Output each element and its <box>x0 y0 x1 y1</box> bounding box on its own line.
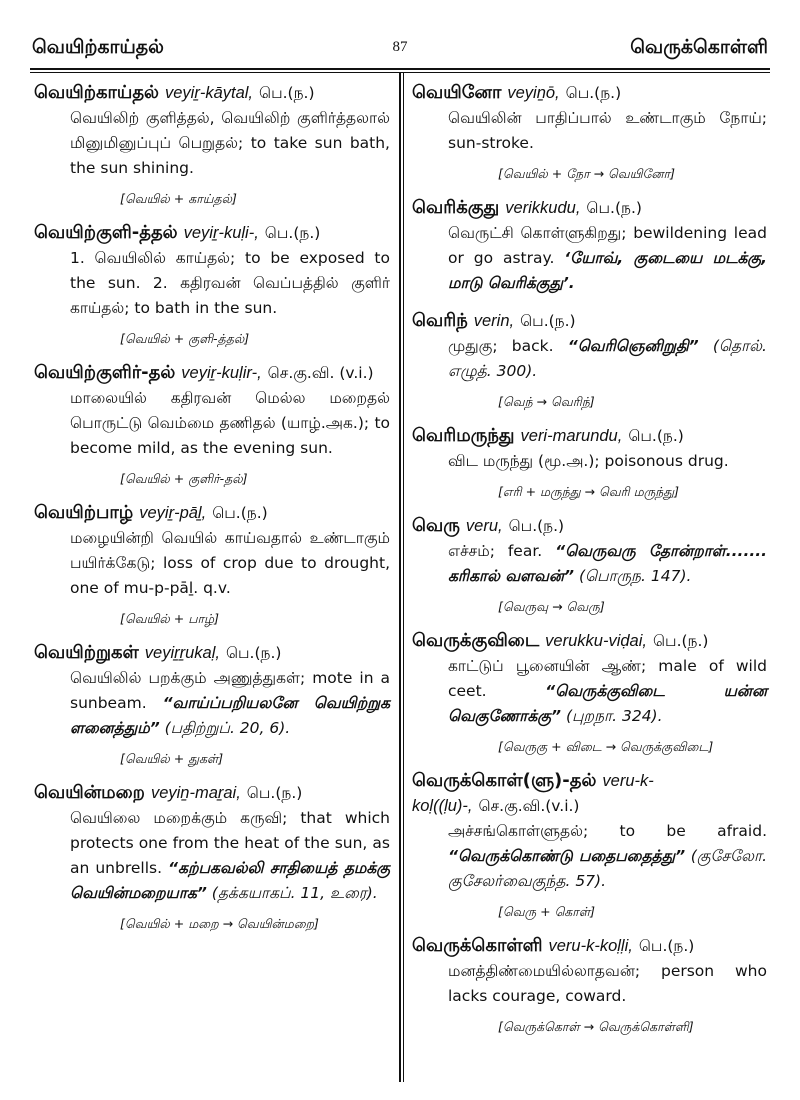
entry-transliteration: veyiṟ-pāḻ, <box>139 504 207 522</box>
entry-body <box>34 360 390 461</box>
entry-etymology: [எரி + மருந்து → வெரி மருந்து] <box>498 484 680 499</box>
entry-body <box>34 500 390 601</box>
dictionary-entry <box>412 513 767 616</box>
entry-headword: வெருக்கொள்ளி <box>412 935 543 956</box>
entry-definition-text: 1. வெயிலில் காய்தல்; to be exposed to the sun. 2. கதிரவன் வெப்பத்தில் குளிர் காய்தல்; to bath in the sun. <box>70 249 390 317</box>
entry-source: (பதிற்றுப். 20, 6). <box>164 719 291 737</box>
entry-etymology: [வெருகு + விடை → வெருக்குவிடை] <box>498 739 714 754</box>
entry-definition-text: எச்சம்; fear. <box>448 542 543 560</box>
entry-transliteration: veru-k-koḷ((ḷu)-, <box>412 772 654 815</box>
entry-definition-text: வெயிலிற் குளித்தல், வெயிலிற் குளிர்த்தலால் மினுமினுப்புப் பெறுதல்; to take sun bath, the sun shining. <box>70 109 390 177</box>
entry-transliteration: veru-k-koḷḷi, <box>548 937 633 955</box>
left-column <box>34 80 390 945</box>
entry-definition-text: காட்டுப் பூனையின் ஆண்; male of wild ceet. <box>448 657 767 700</box>
entry-definition <box>412 106 767 156</box>
entry-grammar: பெ.(ந.) <box>586 199 642 217</box>
header-rule <box>30 68 770 70</box>
entry-definition <box>34 666 390 741</box>
entry-grammar: பெ.(ந.) <box>225 644 282 662</box>
dictionary-entry <box>34 780 390 933</box>
entry-headword: வெயினோ <box>412 82 502 103</box>
entry-transliteration: veyiṟ-kāytal, <box>164 84 254 102</box>
entry-headword: வெரிந் <box>412 310 468 331</box>
entry-body <box>412 308 767 384</box>
entry-headword: வெருக்கொள்(ளு)-தல் <box>412 770 597 791</box>
entry-body <box>34 220 390 321</box>
entry-definition-text: மாலையில் கதிரவன் மெல்ல மறைதல் பொருட்டு வெம்மை தணிதல் (யாழ்.அக.); to become mild, as the evening sun. <box>70 389 390 457</box>
entry-body <box>412 195 767 296</box>
entry-headword: வெயிற்றுகள் <box>34 642 139 663</box>
entry-grammar: செ.கு.வி.(v.i.) <box>478 797 580 815</box>
header-right-guideword: வெருக்கொள்ளி <box>630 36 768 58</box>
entry-transliteration: verukku-viḍai, <box>545 632 647 650</box>
entry-definition-text: வெயிலில் பறக்கும் அணுத்துகள்; mote in a sunbeam. <box>70 669 390 712</box>
entry-etymology: [வெந் → வெரிந்] <box>498 394 595 409</box>
entry-body <box>412 628 767 729</box>
dictionary-entry <box>34 80 390 208</box>
entry-grammar: பெ.(ந.) <box>638 937 695 955</box>
entry-grammar: பெ.(ந.) <box>565 84 622 102</box>
entry-headword: வெரிமருந்து <box>412 425 515 446</box>
entry-grammar: பெ.(ந.) <box>246 784 303 802</box>
entry-definition-text: வெருட்சி கொள்ளுகிறது; bewildening lead or go astray. <box>448 224 767 267</box>
entry-quotation: “வெருவரு தோன்றாள்....... கரிகால் வளவன்” <box>448 542 767 585</box>
dictionary-entry <box>412 628 767 756</box>
entry-body <box>412 513 767 589</box>
entry-definition <box>34 386 390 461</box>
entry-grammar: பெ.(ந.) <box>259 84 315 102</box>
entry-body <box>34 80 390 181</box>
entry-etymology: [வெயில் + துகள்] <box>120 751 224 766</box>
entry-transliteration: veru, <box>465 517 503 535</box>
entry-definition-text: மனத்திண்மையில்லாதவன்; person who lacks courage, coward. <box>448 962 767 1005</box>
entry-definition <box>34 806 390 906</box>
entry-body <box>34 640 390 741</box>
page-number: 87 <box>392 39 408 55</box>
entry-etymology: [வெயில் + பாழ்] <box>120 611 219 626</box>
entry-definition <box>412 449 767 474</box>
entry-quotation: “வெரிஞெனிறுதி” <box>567 337 699 355</box>
entry-definition-text: வெயிலின் பாதிப்பால் உண்டாகும் நோய்; sun-stroke. <box>448 109 767 152</box>
page-header <box>32 30 768 70</box>
entry-body <box>412 423 767 474</box>
entry-etymology: [வெயில் + குளிர்-தல்] <box>120 471 248 486</box>
entry-grammar: பெ.(ந.) <box>508 517 565 535</box>
entry-quotation: ‘யோவ், குடையை மடக்கு, மாடு வெரிக்குது’. <box>448 249 767 292</box>
entry-definition <box>34 526 390 601</box>
entry-transliteration: verin, <box>473 312 515 330</box>
entry-quotation: “வாய்ப்பறியலனே வெயிற்றுக ளனைத்தும்” <box>70 694 390 737</box>
entry-transliteration: veyiṟ-kuḷi-, <box>183 224 259 242</box>
entry-etymology: [வெரு + கொள்] <box>498 904 595 919</box>
entry-grammar: பெ.(ந.) <box>212 504 268 522</box>
dictionary-entry <box>412 308 767 411</box>
entry-grammar: செ.கு.வி. (v.i.) <box>267 364 374 382</box>
header-left-guideword: வெயிற்காய்தல் <box>32 36 164 58</box>
entry-definition-text: முதுகு; back. <box>448 337 554 355</box>
entry-grammar: பெ.(ந.) <box>264 224 321 242</box>
entry-definition <box>412 819 767 894</box>
entry-headword: வெயிற்குளி-த்தல் <box>34 222 178 243</box>
dictionary-entry <box>412 195 767 296</box>
entry-body <box>412 933 767 1009</box>
entry-source: (புறநா. 324). <box>565 707 663 725</box>
entry-definition <box>412 221 767 296</box>
entry-body <box>34 780 390 906</box>
entry-transliteration: veyiṉō, <box>507 84 560 102</box>
dictionary-entry <box>34 640 390 768</box>
entry-source: (தக்கயாகப். 11, உரை). <box>211 884 378 902</box>
entry-definition <box>412 334 767 384</box>
entry-definition <box>34 106 390 181</box>
entry-transliteration: veyiṟṟukaḷ, <box>144 644 220 662</box>
entry-etymology: [வெயில் + மறை → வெயின்மறை] <box>120 916 319 931</box>
entry-etymology: [வெருக்கொள் → வெருக்கொள்ளி] <box>498 1019 694 1034</box>
entry-transliteration: veyiṉ-maṟai, <box>150 784 241 802</box>
right-column <box>412 80 767 1048</box>
dictionary-entry <box>412 768 767 921</box>
entry-source: (தொல். எழுத். 300). <box>448 337 767 380</box>
entry-grammar: பெ.(ந.) <box>520 312 576 330</box>
dictionary-entry <box>412 80 767 183</box>
entry-grammar: பெ.(ந.) <box>652 632 709 650</box>
entry-body <box>412 768 767 894</box>
column-divider-inner <box>403 72 404 1082</box>
entry-definition-text: விட மருந்து (மூ.அ.); poisonous drug. <box>448 452 729 470</box>
entry-definition-text: வெயிலை மறைக்கும் கருவி; that which protects one from the heat of the sun, as an unbrells. <box>70 809 390 877</box>
entry-quotation: “வெருக்குவிடை யன்ன வெகுணோக்கு” <box>448 682 767 725</box>
entry-grammar: பெ.(ந.) <box>628 427 684 445</box>
entry-quotation: “வெருக்கொண்டு பதைபதைத்து” <box>448 847 686 865</box>
entry-definition-text: அச்சங்கொள்ளுதல்; to be afraid. <box>448 822 767 840</box>
column-divider <box>399 72 401 1082</box>
entry-transliteration: veri-marundu, <box>520 427 623 445</box>
entry-transliteration: veyiṟ-kuḷir-, <box>181 364 262 382</box>
entry-headword: வெருக்குவிடை <box>412 630 540 651</box>
entry-definition <box>412 654 767 729</box>
entry-headword: வெயின்மறை <box>34 782 145 803</box>
entry-headword: வெரு <box>412 515 460 536</box>
entry-transliteration: verikkudu, <box>505 199 581 217</box>
entry-etymology: [வெயில் + காய்தல்] <box>120 191 237 206</box>
entry-etymology: [வெயில் + குளி-த்தல்] <box>120 331 250 346</box>
entry-etymology: [வெயில் + நோ → வெயினோ] <box>498 166 675 181</box>
entry-headword: வெயிற்குளிர்-தல் <box>34 362 176 383</box>
entry-etymology: [வெருவு → வெரு] <box>498 599 605 614</box>
entry-definition <box>412 959 767 1009</box>
entry-source: (குசேலோ. குசேலர்வைகுந்த. 57). <box>448 847 767 890</box>
dictionary-entry <box>412 423 767 501</box>
entry-headword: வெயிற்காய்தல் <box>34 82 159 103</box>
dictionary-entry <box>34 360 390 488</box>
dictionary-entry <box>412 933 767 1036</box>
entry-quotation: “கற்பகவல்லி சாதியைத் தமக்கு வெயின்மறையாக” <box>70 859 391 902</box>
entry-body <box>412 80 767 156</box>
entry-definition <box>34 246 390 321</box>
entry-headword: வெயிற்பாழ் <box>34 502 134 523</box>
entry-source: (பொருந. 147). <box>578 567 692 585</box>
entry-definition-text: மழையின்றி வெயில் காய்வதால் உண்டாகும் பயிர்க்கேடு; loss of crop due to drought, one of mu-p-pāḻ. q.v. <box>70 529 390 597</box>
entry-headword: வெரிக்குது <box>412 197 500 218</box>
entry-definition <box>412 539 767 589</box>
dictionary-entry <box>34 220 390 348</box>
dictionary-entry <box>34 500 390 628</box>
